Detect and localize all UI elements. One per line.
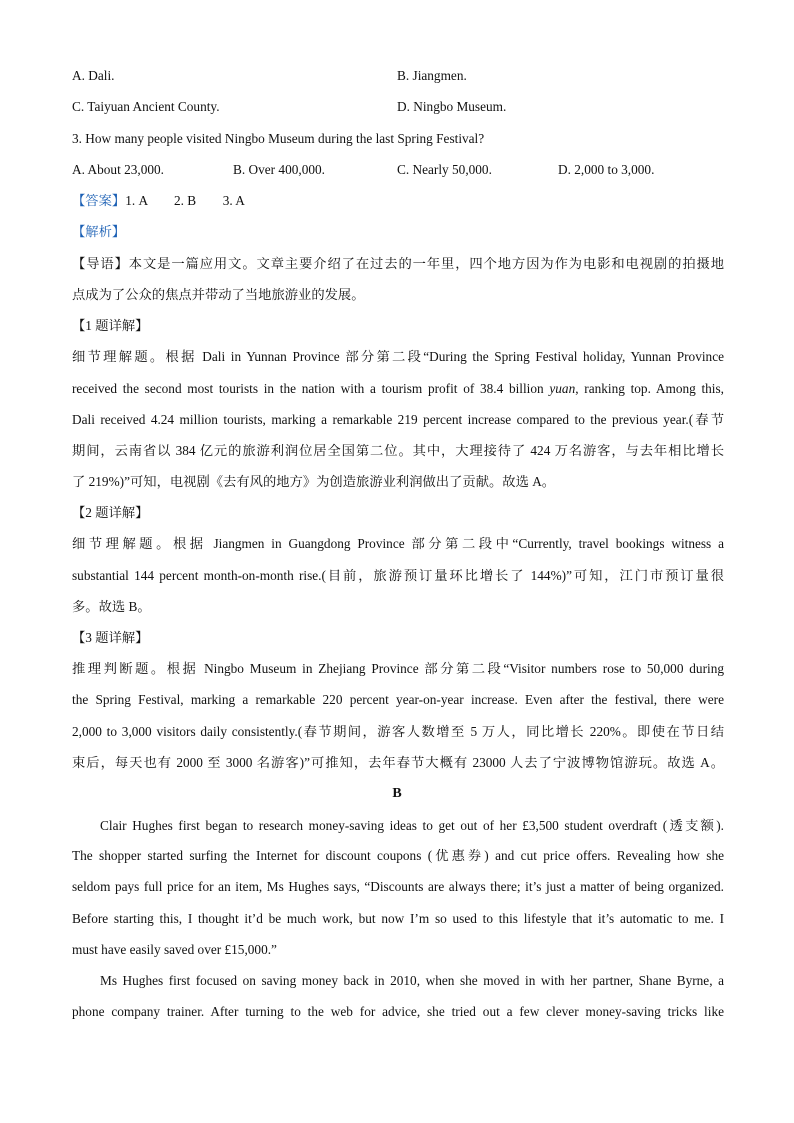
- passage-line: Clair Hughes first began to research money-saving ideas to get out of her £3,500 student overdraft (透支额).: [100, 818, 724, 833]
- q2-option-b: B. Jiangmen.: [397, 68, 467, 83]
- q3-question: 3. How many people visited Ningbo Museum during the last Spring Festival?: [72, 131, 485, 146]
- section-b-p1-line-4-wrap: [72, 909, 724, 929]
- q3-option-a: A. About 23,000.: [72, 162, 164, 177]
- detail-1-heading: 【1 题详解】: [72, 318, 149, 333]
- answer-tag: 【答案】: [72, 193, 126, 208]
- section-b-p2-line-2-wrap: [72, 1002, 724, 1022]
- detail-3-line: 2,000 to 3,000 visitors daily consistently.(春节期间，游客人数增至 5 万人，同比增长 220%。即使在节日结: [72, 724, 724, 739]
- detail-2-heading: 【2 题详解】: [72, 505, 149, 520]
- detail-2-line: 细节理解题。根据 Jiangmen in Guangdong Province 部分第二段中“Currently, travel bookings witness a: [72, 536, 724, 551]
- guide-line: 点成为了公众的焦点并带动了当地旅游业的发展。: [72, 287, 365, 302]
- passage-line: phone company trainer. After turning to the web for advice, she tried out a few clever money-saving tricks like: [72, 1004, 724, 1019]
- detail-2-line-2-wrap: [72, 566, 724, 586]
- section-b-p1-line-1-wrap: [72, 816, 724, 836]
- q2-option-c: C. Taiyuan Ancient County.: [72, 99, 220, 114]
- detail-3-line-3-wrap: [72, 722, 724, 742]
- detail-1-line: 期间，云南省以 384 亿元的旅游利润位居全国第二位。其中，大理接待了 424 万名游客，与去年相比增长: [72, 443, 724, 458]
- detail-2-line-1-wrap: [72, 534, 724, 554]
- passage-line: seldom pays full price for an item, Ms Hughes says, “Discounts are always there; it’s just a matter of being organized.: [72, 879, 724, 894]
- guide-line: 【导语】本文是一篇应用文。文章主要介绍了在过去的一年里，四个地方因为作为电影和电视剧的拍摄地: [72, 256, 724, 271]
- q3-option-c: C. Nearly 50,000.: [397, 162, 492, 177]
- detail-3-line: the Spring Festival, marking a remarkable 220 percent year-on-year increase. Even after the festival, there were: [72, 692, 724, 707]
- detail-1-line-4-wrap: [72, 441, 724, 461]
- passage-line: The shopper started surfing the Internet for discount coupons (优惠券) and cut price offers. Revealing how she: [72, 848, 724, 863]
- detail-1-line: 了 219%)”可知，电视剧《去有风的地方》为创造旅游业利润做出了贡献。故选 A。: [72, 474, 556, 489]
- detail-3-line-1-wrap: [72, 659, 724, 679]
- section-b-title: B: [392, 786, 402, 801]
- guide-paragraph: [72, 254, 724, 274]
- detail-3-line-2-wrap: [72, 690, 724, 710]
- detail-3-line: 束后，每天也有 2000 至 3000 名游客)”可推知，去年春节大概有 23000 人去了宁波博物馆游玩。故选 A。: [72, 755, 724, 770]
- detail-1-line-2-wrap: [72, 379, 724, 399]
- answer-line: [72, 191, 245, 211]
- detail-1-line-3-wrap: [72, 410, 724, 430]
- analysis-tag: 【解析】: [72, 224, 126, 239]
- detail-1-line: [72, 379, 724, 399]
- detail-2-line: 多。故选 B。: [72, 599, 151, 614]
- section-b-p1-line-3-wrap: [72, 877, 724, 897]
- detail-1-line-1-wrap: [72, 347, 724, 367]
- detail-1-line: 细节理解题。根据 Dali in Yunnan Province 部分第二段“During the Spring Festival holiday, Yunnan Province: [72, 349, 724, 364]
- detail-1-text: , ranking top. Among this,: [575, 381, 724, 396]
- q2-option-a: A. Dali.: [72, 68, 115, 83]
- q3-option-d: D. 2,000 to 3,000.: [558, 162, 655, 177]
- section-b-p2-line-1-wrap: [72, 971, 724, 991]
- detail-3-line: 推理判断题。根据 Ningbo Museum in Zhejiang Province 部分第二段“Visitor numbers rose to 50,000 during: [72, 661, 724, 676]
- passage-line: Ms Hughes first focused on saving money back in 2010, when she moved in with her partner, Shane Byrne, a: [100, 973, 724, 988]
- detail-3-heading: 【3 题详解】: [72, 630, 149, 645]
- section-b-p1-line-2-wrap: [72, 846, 724, 866]
- detail-1-line: Dali received 4.24 million tourists, marking a remarkable 219 percent increase compared to the previous year.(春节: [72, 412, 724, 427]
- passage-line: Before starting this, I thought it’d be much work, but now I’m so used to this lifestyle that it’s automatic to me. I: [72, 911, 724, 926]
- detail-1-text: received the second most tourists in the nation with a tourism profit of 38.4 billion: [72, 381, 550, 396]
- detail-3-line-4-wrap: [72, 753, 724, 773]
- detail-2-line: substantial 144 percent month-on-month rise.(目前，旅游预订量环比增长了 144%)”可知，江门市预订量很: [72, 568, 724, 583]
- q2-option-d: D. Ningbo Museum.: [397, 99, 507, 114]
- detail-1-italic-word: yuan: [549, 381, 576, 396]
- answer-text: 1. A 2. B 3. A: [125, 193, 245, 208]
- q3-option-b: B. Over 400,000.: [233, 162, 325, 177]
- passage-line: must have easily saved over £15,000.”: [72, 942, 277, 957]
